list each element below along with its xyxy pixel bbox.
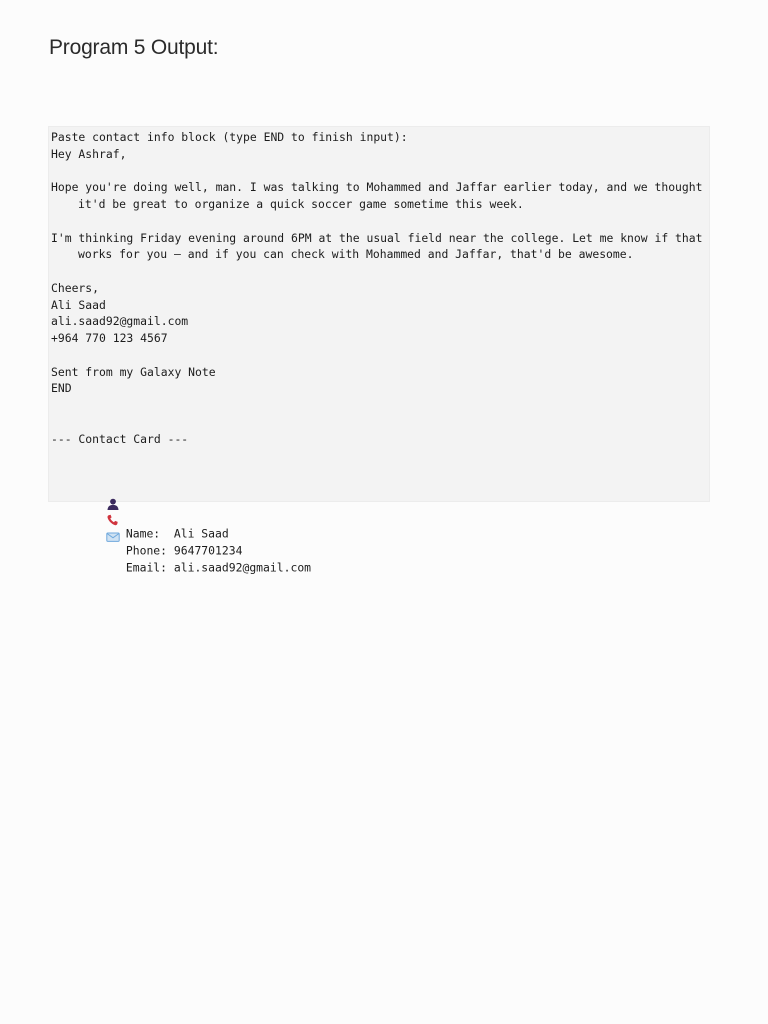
email-paragraph-2-line-1: I'm thinking Friday evening around 6PM at the usual field near the college. Let me know if that [51,230,703,245]
console-output-block [48,126,710,574]
console-prompt: Paste contact info block (type END to finish input): [51,130,408,144]
contact-card-name-row [51,447,703,541]
sender-email: ali.saad92@gmail.com [51,314,189,329]
blank-line [51,213,703,230]
contact-card-name: Name: Ali Saad [125,526,229,541]
blank-line [51,414,703,431]
end-marker: END [51,381,72,396]
contact-card-phone: Phone: 9647701234 [125,543,243,557]
email-paragraph-1-line-2: it'd be great to organize a quick soccer game sometime this week. [78,197,524,211]
blank-line [51,263,703,280]
sender-name: Ali Saad [51,297,106,312]
email-footer: Sent from my Galaxy Note [51,364,216,379]
envelope-icon [106,498,120,510]
contact-card-header: --- Contact Card --- [51,431,189,446]
email-paragraph-2-line-2: works for you — and if you can check with Mohammed and Jaffar, that'd be awesome. [78,247,634,262]
blank-line [51,347,703,364]
email-signoff: Cheers, [51,280,100,295]
blank-line [51,163,703,180]
page-heading: Program 5 Output: [49,36,219,59]
sender-phone: +964 770 123 4567 [51,331,168,345]
email-greeting: Hey Ashraf, [51,146,127,161]
email-paragraph-1-line-1: Hope you're doing well, man. I was talking to Mohammed and Jaffar earlier today, and we thought [51,180,703,195]
console-lines [51,129,703,574]
blank-line [51,397,703,414]
phone-icon [106,481,120,493]
person-icon [106,464,120,476]
contact-card-email: Email: ali.saad92@gmail.com [125,559,312,574]
